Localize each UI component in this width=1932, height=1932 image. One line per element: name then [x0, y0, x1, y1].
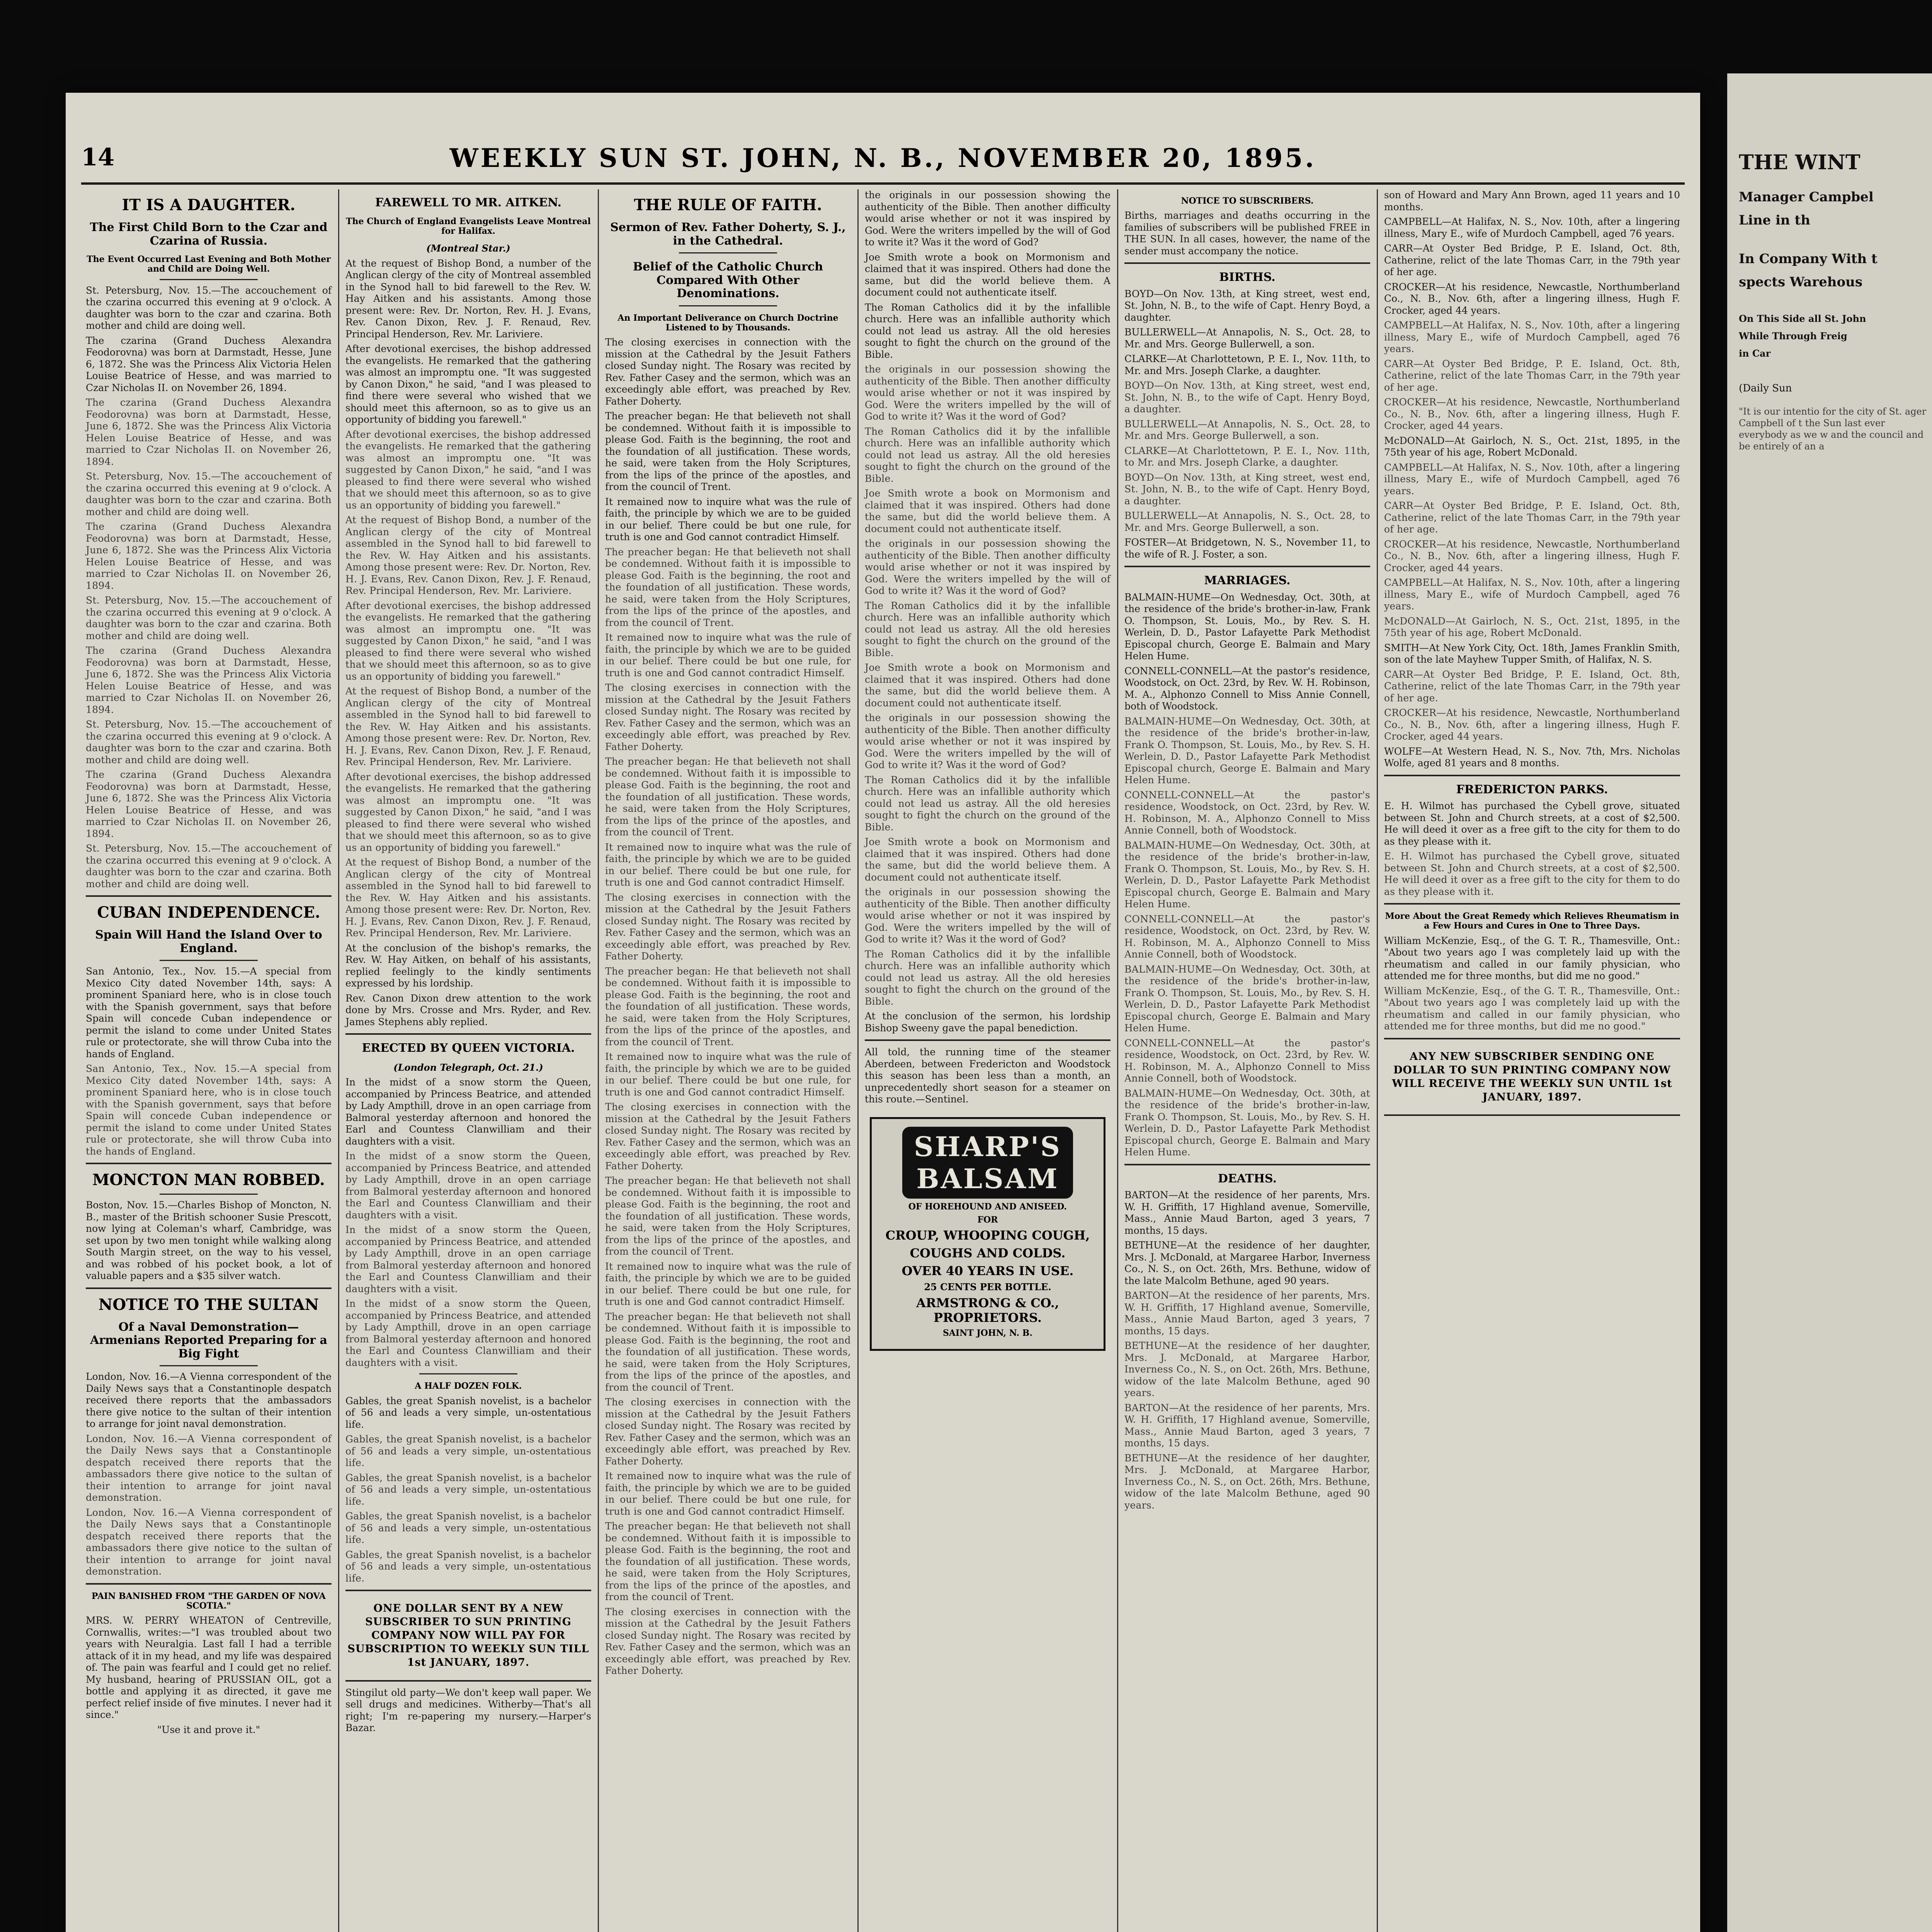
article-text: E. H. Wilmot has purchased the Cybell grove, situated between St. John and Church streets, at a cost of $2,500. He will deed it over as a free gift to the city for them to do as they please with it. — [1384, 850, 1680, 897]
notice-entry: BARTON—At the residence of her parents, Mrs. W. H. Griffith, 17 Highland avenue, Somerville, Mass., Annie Maud Barton, aged 3 years, 7 months, 15 days. — [1124, 1290, 1370, 1337]
divider — [345, 1033, 591, 1035]
notice-entry: BULLERWELL—At Annapolis, N. S., Oct. 28, to Mr. and Mrs. George Bullerwell, a son. — [1124, 510, 1370, 533]
article-text: Births, marriages and deaths occurring in the families of subscribers will be published FREE in THE SUN. In all cases, however, the name of the sender must accompany the notice. — [1124, 210, 1370, 257]
ad-line: COUGHS AND COLDS. — [910, 1245, 1066, 1260]
article-text: William McKenzie, Esq., of the G. T. R., Thamesville, Ont.: "About two years ago I was completely laid up with the rheumatism and called in our family physician, who attended me for three months, but did me no good." — [1384, 985, 1680, 1032]
edge-headline: THE WINT — [1739, 151, 1861, 174]
article-text: Boston, Nov. 15.—Charles Bishop of Moncton, N. B., master of the British schooner Susie Prescott, now lying at Coleman's wharf, Cambridge, was set upon by two men tonight while walking along South Margin street, on the way to his vessel, and was robbed of his pocket book, a lot of valuable papers and a $35 silver watch. — [86, 1199, 332, 1282]
column-separator — [857, 189, 859, 1932]
article-text: E. H. Wilmot has purchased the Cybell grove, situated between St. John and Church streets, at a cost of $2,500. He will deed it over as a free gift to the city for them to do as they please with it. — [1384, 800, 1680, 847]
divider — [86, 1163, 332, 1164]
headline-remedy: More About the Great Remedy which Relieves Rheumatism in a Few Hours and Cures in One to Three Days. — [1385, 911, 1679, 931]
headline-queen: ERECTED BY QUEEN VICTORIA. — [362, 1041, 575, 1055]
article-text: "Use it and prove it." — [157, 1724, 260, 1735]
notice-entry: BOYD—On Nov. 13th, at King street, west end, St. John, N. B., to the wife of Capt. Henry Boyd, a daughter. — [1124, 471, 1370, 507]
article-text: Stingilut old party—We don't keep wall paper. We sell drugs and medicines. Witherby—That's all right; I'm re-papering my nursery.—Harper's Bazar. — [345, 1687, 591, 1734]
article-text: The czarina (Grand Duchess Alexandra Feodorovna) was born at Darmstadt, Hesse, June 6, 1872. She was the Princess Alix Victoria Helen Louise Beatrice of Hesse, and was married to Czar Nicholas II. on November 26, 1894. — [86, 769, 332, 839]
article-text: The preacher began: He that believeth not shall be condemned. Without faith it is impossible to please God. Faith is the beginning, the root and the foundation of all justification. These words, he said, were taken from the Holy Scriptures, from the lips of the prince of the apostles, and from the council of Trent. — [605, 965, 851, 1048]
divider — [160, 960, 258, 961]
notice-entry: CAMPBELL—At Halifax, N. S., Nov. 10th, after a lingering illness, Mary E., wife of Murdoch Campbell, aged 76 years. — [1384, 461, 1680, 497]
headline-moncton: MONCTON MAN ROBBED. — [92, 1171, 325, 1189]
notice-entry: SMITH—At New York City, Oct. 18th, James Franklin Smith, son of the late Mayhew Tupper Smith, of Halifax, N. S. — [1384, 642, 1680, 665]
divider — [86, 895, 332, 897]
notice-entry: CAMPBELL—At Halifax, N. S., Nov. 10th, after a lingering illness, Mary E., wife of Murdoch Campbell, aged 76 years. — [1384, 320, 1680, 354]
article-text: The preacher began: He that believeth not shall be condemned. Without faith it is impossible to please God. Faith is the beginning, the root and the foundation of all justification. These words, he said, were taken from the Holy Scriptures, from the lips of the prince of the apostles, and from the council of Trent. — [605, 1175, 851, 1257]
subscription-notice: ONE DOLLAR SENT BY A NEW SUBSCRIBER TO SUN PRINTING COMPANY NOW WILL PAY FOR SUBSCRIPTION TO WEEKLY SUN TILL 1st JANUARY, 1897. — [347, 1602, 589, 1669]
headline-faith: THE RULE OF FAITH. — [634, 196, 822, 214]
notice-entry: BALMAIN-HUME—On Wednesday, Oct. 30th, at the residence of the bride's brother-in-law, Frank O. Thompson, St. Louis, Mo., by Rev. S. H. Werlein, D. D., Pastor Lafayette Park Methodist Episcopal church, George E. Balmain and Mary Helen Hume. — [1124, 591, 1370, 662]
article-text: The Roman Catholics did it by the infallible church. Here was an infallible authority which could not lead us astray. All the old heresies sought to fight the church on the ground of the Bible. — [865, 600, 1111, 658]
article-text: In the midst of a snow storm the Queen, accompanied by Princess Beatrice, and attended by Lady Ampthill, drove in an open carriage from Balmoral yesterday afternoon and honored the Earl and Countess Clanwilliam and their daughters with a visit. — [345, 1077, 591, 1147]
notice-entry: CONNELL-CONNELL—At the pastor's residence, Woodstock, on Oct. 23rd, by Rev. W. H. Robinson, M. A., Alphonzo Connell to Miss Annie Connell, both of Woodstock. — [1124, 665, 1370, 712]
article-text: London, Nov. 16.—A Vienna correspondent of the Daily News says that a Constantinople despatch received there reports that the ambassadors there give notice to the sultan of their intention to arrange for joint naval demonstration. — [86, 1433, 332, 1503]
column-4 — [860, 189, 1115, 1932]
newspaper-title: WEEKLY SUN ST. JOHN, N. B., NOVEMBER 20, 1895. — [449, 143, 1316, 173]
article-text: In the midst of a snow storm the Queen, accompanied by Princess Beatrice, and attended by Lady Ampthill, drove in an open carriage from Balmoral yesterday afternoon and honored the Earl and Countess Clanwilliam and their daughters with a visit. — [345, 1150, 591, 1221]
notice-entry: BARTON—At the residence of her parents, Mrs. W. H. Griffith, 17 Highland avenue, Somerville, Mass., Annie Maud Barton, aged 3 years, 7 months, 15 days. — [1124, 1189, 1370, 1236]
article-text: Rev. Canon Dixon drew attention to the work done by Mrs. Crosse and Mrs. Ryder, and Rev. James Stephens ably replied. — [345, 992, 591, 1027]
notice-entry: CONNELL-CONNELL—At the pastor's residence, Woodstock, on Oct. 23rd, by Rev. W. H. Robinson, M. A., Alphonzo Connell to Miss Annie Connell, both of Woodstock. — [1124, 1037, 1370, 1084]
article-text: In the midst of a snow storm the Queen, accompanied by Princess Beatrice, and attended by Lady Ampthill, drove in an open carriage from Balmoral yesterday afternoon and honored the Earl and Countess Clanwilliam and their daughters with a visit. — [345, 1224, 591, 1294]
article-text: MRS. W. PERRY WHEATON of Centreville, Cornwallis, writes:—"I was troubled about two years with Neuralgia. Last fall I had a terrible attack of it in my head, and my life was despaired of. The pain was fearful and I could get no relief. My husband, hearing of PRUSSIAN OIL, got a bottle and applying it as directed, it gave me perfect relief inside of five minutes. I never had it since." — [86, 1615, 332, 1721]
edge-deck: On This Side all St. John — [1739, 313, 1866, 324]
divider — [345, 1680, 591, 1682]
notice-entry: CAMPBELL—At Halifax, N. S., Nov. 10th, after a lingering illness, Mary E., wife of Murdoch Campbell, aged 76 years. — [1384, 577, 1680, 612]
subhead-cuban: Spain Will Hand the Island Over to England. — [95, 928, 322, 955]
article-text: London, Nov. 16.—A Vienna correspondent of the Daily News says that a Constantinople despatch received there reports that the ambassadors there give notice to the sultan of their intention to arrange for joint naval demonstration. — [86, 1507, 332, 1577]
ad-line: OVER 40 YEARS IN USE. — [901, 1263, 1074, 1278]
edge-text: "It is our intentio for the city of St. ager Campbell of t the Sun last ever everybody as we w and the council and be entirely of an a — [1739, 406, 1927, 452]
notice-entry: BALMAIN-HUME—On Wednesday, Oct. 30th, at the residence of the bride's brother-in-law, Frank O. Thompson, St. Louis, Mo., by Rev. S. H. Werlein, D. D., Pastor Lafayette Park Methodist Episcopal church, George E. Balmain and Mary Helen Hume. — [1124, 1087, 1370, 1158]
divider — [679, 252, 777, 253]
subhead-farewell: The Church of England Evangelists Leave Montreal for Halifax. — [346, 216, 591, 236]
article-text: The closing exercises in connection with the mission at the Cathedral by the Jesuit Fathers closed Sunday night. The Rosary was recited by Rev. Father Casey and the sermon, which was an exceedingly able effort, was preached by Rev. Father Doherty. — [605, 337, 851, 407]
divider — [1384, 1038, 1680, 1039]
divider — [160, 279, 258, 280]
column-separator — [1377, 189, 1378, 1932]
notice-entry: CLARKE—At Charlottetown, P. E. I., Nov. 11th, to Mr. and Mrs. Joseph Clarke, a daughter. — [1124, 353, 1370, 376]
deck2-faith: An Important Deliverance on Church Doctrine Listened to by Thousands. — [617, 313, 838, 333]
article-text: After devotional exercises, the bishop addressed the evangelists. He remarked that the gathering was almost an impromptu one. "It was suggested by Canon Dixon," he said, "and I was pleased to find there were several who wished that we should meet this afternoon, so as to give us an opportunity of bidding you farewell." — [345, 600, 591, 682]
notice-entry: WOLFE—At Western Head, N. S., Nov. 7th, Mrs. Nicholas Wolfe, aged 81 years and 8 months. — [1384, 745, 1680, 769]
divider — [419, 1373, 517, 1374]
article-text: All told, the running time of the steamer Aberdeen, between Fredericton and Woodstock this season has been less than a month, an unprecedentedly short season for a steamer on this route.—Sentinel. — [865, 1046, 1111, 1105]
column-separator — [338, 189, 339, 1932]
ad-location: SAINT JOHN, N. B. — [942, 1328, 1033, 1338]
article-text: Gables, the great Spanish novelist, is a bachelor of 56 and leads a very simple, un-ostentatious life. — [345, 1472, 591, 1507]
article-text: The closing exercises in connection with the mission at the Cathedral by the Jesuit Fathers closed Sunday night. The Rosary was recited by Rev. Father Casey and the sermon, which was an exceedingly able effort, was preached by Rev. Father Doherty. — [605, 1396, 851, 1467]
headline-cuban: CUBAN INDEPENDENCE. — [97, 903, 320, 922]
notice-entry: BOYD—On Nov. 13th, at King street, west end, St. John, N. B., to the wife of Capt. Henry Boyd, a daughter. — [1124, 380, 1370, 415]
divider — [86, 1287, 332, 1289]
article-text: London, Nov. 16.—A Vienna correspondent of the Daily News says that a Constantinople despatch received there reports that the ambassadors there give notice to the sultan of their intention to arrange for joint naval demonstration. — [86, 1371, 332, 1430]
ad-brand — [902, 1127, 1073, 1199]
divider — [160, 1365, 258, 1366]
divider — [86, 1583, 332, 1585]
article-text: At the request of Bishop Bond, a number of the Anglican clergy of the city of Montreal assembled in the Synod hall to bid farewell to the Rev. W. Hay Aitken and his assistants. Among those present were: Rev. Dr. Norton, Rev. H. J. Evans, Rev. Canon Dixon, Rev. J. F. Renaud, Rev. Principal Henderson, Rev. Mr. Lariviere. — [345, 857, 592, 939]
subscription-notice: ANY NEW SUBSCRIBER SENDING ONE DOLLAR TO SUN PRINTING COMPANY NOW WILL RECEIVE THE WEEKLY SUN UNTIL 1st JANUARY, 1897. — [1392, 1050, 1672, 1103]
article-text: the originals in our possession showing the authenticity of the Bible. Then another difficulty would arise whether or not it was inspired by God. Were the writers impelled by the will of God to write it? Was it the word of God? — [865, 538, 1111, 596]
article-text: The Roman Catholics did it by the infallible church. Here was an infallible authority which could not lead us astray. All the old heresies sought to fight the church on the ground of the Bible. — [865, 948, 1111, 1007]
notice-entry: McDONALD—At Gairloch, N. S., Oct. 21st, 1895, in the 75th year of his age, Robert McDonald. — [1384, 615, 1680, 638]
divider — [1384, 775, 1680, 776]
article-text: The closing exercises in connection with the mission at the Cathedral by the Jesuit Fathers closed Sunday night. The Rosary was recited by Rev. Father Casey and the sermon, which was an exceedingly able effort, was preached by Rev. Father Doherty. — [605, 1606, 851, 1677]
article-text: It remained now to inquire what was the rule of faith, the principle by which we are to be guided in our belief. There could be but one rule, for truth is one and God cannot contradict Himself. — [605, 632, 851, 679]
divider — [1384, 1114, 1680, 1116]
article-text: The preacher began: He that believeth not shall be condemned. Without faith it is impossible to please God. Faith is the beginning, the root and the foundation of all justification. These words, he said, were taken from the Holy Scriptures, from the lips of the prince of the apostles, and from the council of Trent. — [605, 1311, 851, 1393]
ad-line: CROUP, WHOOPING COUGH, — [885, 1228, 1090, 1243]
article-text: Joe Smith wrote a book on Mormonism and claimed that it was inspired. Others had done the same, but did the world believe them. A document could not authenticate itself. — [865, 251, 1111, 298]
article-text: At the conclusion of the bishop's remarks, the Rev. W. Hay Aitken, on behalf of his assistants, replied feelingly to the kindly sentiments expressed by his lordship. — [345, 942, 591, 989]
article-text: Gables, the great Spanish novelist, is a bachelor of 56 and leads a very simple, un-ostentatious life. — [345, 1510, 591, 1546]
notice-entry: BETHUNE—At the residence of her daughter, Mrs. J. McDonald, at Margaree Harbor, Inverness Co., N. S., on Oct. 26th, Mrs. Bethune, widow of the late Malcolm Bethune, aged 90 years. — [1124, 1452, 1370, 1511]
ad-brand-bottom: BALSAM — [916, 1162, 1059, 1195]
article-text: At the conclusion of the sermon, his lordship Bishop Sweeny gave the papal benediction. — [865, 1010, 1111, 1034]
edge-subhead: Manager Campbel — [1739, 189, 1874, 205]
article-text: It remained now to inquire what was the rule of faith, the principle by which we are to be guided in our belief. There could be but one rule, for truth is one and God cannot contradict Himself. — [605, 1260, 851, 1308]
headline-pain: PAIN BANISHED FROM "THE GARDEN OF NOVA SCOTIA." — [92, 1591, 326, 1611]
subhead-faith: Sermon of Rev. Father Doherty, S. J., in the Cathedral. — [610, 221, 846, 248]
article-text: It remained now to inquire what was the rule of faith, the principle by which we are to be guided in our belief. There could be but one rule, for truth is one and God cannot contradict Himself. — [605, 496, 851, 543]
source-farewell: (Montreal Star.) — [426, 243, 510, 254]
edge-deck: in Car — [1739, 348, 1771, 359]
column-2 — [341, 189, 596, 1932]
column-5 — [1120, 189, 1375, 1932]
article-text: The czarina (Grand Duchess Alexandra Feodorovna) was born at Darmstadt, Hesse, June 6, 1872. She was the Princess Alix Victoria Helen Louise Beatrice of Hesse, and was married to Czar Nicholas II. on November 26, 1894. — [86, 335, 332, 393]
divider — [865, 1039, 1111, 1041]
notice-entry: BARTON—At the residence of her parents, Mrs. W. H. Griffith, 17 Highland avenue, Somerville, Mass., Annie Maud Barton, aged 3 years, 7 months, 15 days. — [1124, 1402, 1370, 1449]
notice-entry: BULLERWELL—At Annapolis, N. S., Oct. 28, to Mr. and Mrs. George Bullerwell, a son. — [1124, 327, 1370, 350]
article-text: San Antonio, Tex., Nov. 15.—A special from Mexico City dated November 14th, says: A prominent Spaniard here, who is in close touch with the Spanish government, says that before Spain will concede Cuban independence or permit the island to come under United States rule or protectorate, she will throw Cuba into the hands of England. — [86, 966, 332, 1060]
article-text: The czarina (Grand Duchess Alexandra Feodorovna) was born at Darmstadt, Hesse, June 6, 1872. She was the Princess Alix Victoria Helen Louise Beatrice of Hesse, and was married to Czar Nicholas II. on November 26, 1894. — [86, 397, 332, 467]
article-text: The closing exercises in connection with the mission at the Cathedral by the Jesuit Fathers closed Sunday night. The Rosary was recited by Rev. Father Casey and the sermon, which was an exceedingly able effort, was preached by Rev. Father Doherty. — [605, 682, 851, 752]
divider — [1124, 1164, 1370, 1165]
edge-subhead: Line in th — [1739, 213, 1810, 228]
article-text: The czarina (Grand Duchess Alexandra Feodorovna) was born at Darmstadt, Hesse, June 6, 1872. She was the Princess Alix Victoria Helen Louise Beatrice of Hesse, and was married to Czar Nicholas II. on November 26, 1894. — [86, 521, 332, 591]
column-6 — [1379, 189, 1685, 1932]
notice-entry: BALMAIN-HUME—On Wednesday, Oct. 30th, at the residence of the bride's brother-in-law, Frank O. Thompson, St. Louis, Mo., by Rev. S. H. Werlein, D. D., Pastor Lafayette Park Methodist Episcopal church, George E. Balmain and Mary Helen Hume. — [1124, 963, 1370, 1034]
article-text: The preacher began: He that believeth not shall be condemned. Without faith it is impossible to please God. Faith is the beginning, the root and the foundation of all justification. These words, he said, were taken from the Holy Scriptures, from the lips of the prince of the apostles, and from the council of Trent. — [605, 756, 851, 838]
article-text: St. Petersburg, Nov. 15.—The accouchement of the czarina occurred this evening at 9 o'clock. A daughter was born to the czar and czarina. Both mother and child are doing well. — [86, 843, 332, 889]
notice-entry: BALMAIN-HUME—On Wednesday, Oct. 30th, at the residence of the bride's brother-in-law, Frank O. Thompson, St. Louis, Mo., by Rev. S. H. Werlein, D. D., Pastor Lafayette Park Methodist Episcopal church, George E. Balmain and Mary Helen Hume. — [1124, 715, 1370, 786]
article-text: The closing exercises in connection with the mission at the Cathedral by the Jesuit Fathers closed Sunday night. The Rosary was recited by Rev. Father Casey and the sermon, which was an exceedingly able effort, was preached by Rev. Father Doherty. — [605, 891, 851, 962]
column-separator — [598, 189, 599, 1932]
divider — [1124, 262, 1370, 264]
edge-subhead: In Company With t — [1739, 251, 1878, 267]
headline-daughter: IT IS A DAUGHTER. — [122, 196, 296, 214]
article-text: The Roman Catholics did it by the infallible church. Here was an infallible authority which could not lead us astray. All the old heresies sought to fight the church on the ground of the Bible. — [865, 774, 1111, 833]
article-text: St. Petersburg, Nov. 15.—The accouchement of the czarina occurred this evening at 9 o'clock. A daughter was born to the czar and czarina. Both mother and child are doing well. — [86, 471, 332, 517]
divider — [345, 1590, 591, 1591]
ad-proprietors: ARMSTRONG & CO., PROPRIETORS. — [916, 1295, 1059, 1325]
notice-entry: BALMAIN-HUME—On Wednesday, Oct. 30th, at the residence of the bride's brother-in-law, Frank O. Thompson, St. Louis, Mo., by Rev. S. H. Werlein, D. D., Pastor Lafayette Park Methodist Episcopal church, George E. Balmain and Mary Helen Hume. — [1124, 839, 1370, 910]
notice-entry: CROCKER—At his residence, Newcastle, Northumberland Co., N. B., Nov. 6th, after a lingering illness, Hugh F. Crocker, aged 44 years. — [1384, 396, 1680, 431]
article-text: William McKenzie, Esq., of the G. T. R., Thamesville, Ont.: "About two years ago I was completely laid up with the rheumatism and called in our family physician, who attended me for three months, but did me no good." — [1384, 935, 1680, 982]
notice-entry: BETHUNE—At the residence of her daughter, Mrs. J. McDonald, at Margaree Harbor, Inverness Co., N. S., on Oct. 26th, Mrs. Bethune, widow of the late Malcolm Bethune, aged 90 years. — [1124, 1340, 1370, 1399]
article-text: It remained now to inquire what was the rule of faith, the principle by which we are to be guided in our belief. There could be but one rule, for truth is one and God cannot contradict Himself. — [605, 1470, 851, 1517]
article-text: Gables, the great Spanish novelist, is a bachelor of 56 and leads a very simple, un-ostentatious life. — [345, 1549, 591, 1584]
sharps-balsam-ad — [870, 1117, 1105, 1351]
article-text: The preacher began: He that believeth not shall be condemned. Without faith it is impossible to please God. Faith is the beginning, the root and the foundation of all justification. These words, he said, were taken from the Holy Scriptures, from the lips of the prince of the apostles, and from the council of Trent. — [605, 1520, 851, 1603]
headline-births: BIRTHS. — [1219, 270, 1276, 284]
notice-entry: son of Howard and Mary Ann Brown, aged 11 years and 10 months. — [1384, 189, 1680, 213]
deck-daughter: The Event Occurred Last Evening and Both Mother and Child are Doing Well. — [87, 254, 331, 274]
article-text: At the request of Bishop Bond, a number of the Anglican clergy of the city of Montreal assembled in the Synod hall to bid farewell to the Rev. W. Hay Aitken and his assistants. Among those present were: Rev. Dr. Norton, Rev. H. J. Evans, Rev. Canon Dixon, Rev. J. F. Renaud, Rev. Principal Henderson, Rev. Mr. Lariviere. — [345, 685, 592, 768]
column-3 — [600, 189, 855, 1932]
ad-for: FOR — [977, 1214, 998, 1225]
article-text: After devotional exercises, the bishop addressed the evangelists. He remarked that the gathering was almost an impromptu one. "It was suggested by Canon Dixon," he said, "and I was pleased to find there were several who wished that we should meet this afternoon, so as to give us an opportunity of bidding you farewell." — [345, 771, 591, 853]
article-text: The preacher began: He that believeth not shall be condemned. Without faith it is impossible to please God. Faith is the beginning, the root and the foundation of all justification. These words, he said, were taken from the Holy Scriptures, from the lips of the prince of the apostles, and from the council of Trent. — [605, 546, 851, 628]
divider — [160, 1194, 258, 1195]
article-text: Gables, the great Spanish novelist, is a bachelor of 56 and leads a very simple, un-ostentatious life. — [345, 1395, 591, 1430]
notice-entry: CARR—At Oyster Bed Bridge, P. E. Island, Oct. 8th, Catherine, relict of the late Thomas Carr, in the 79th year of her age. — [1384, 358, 1680, 393]
adjacent-page-edge — [1727, 73, 1932, 1932]
column-1 — [81, 189, 336, 1932]
notice-entry: CAMPBELL—At Halifax, N. S., Nov. 10th, after a lingering illness, Mary E., wife of Murdoch Campbell, aged 76 years. — [1384, 216, 1680, 239]
divider — [1384, 903, 1680, 905]
divider — [679, 305, 777, 306]
article-text: In the midst of a snow storm the Queen, accompanied by Princess Beatrice, and attended by Lady Ampthill, drove in an open carriage from Balmoral yesterday afternoon and honored the Earl and Countess Clanwilliam and their daughters with a visit. — [345, 1298, 591, 1368]
divider — [1124, 566, 1370, 567]
headline-marriages: MARRIAGES. — [1204, 574, 1291, 588]
edge-deck: While Through Freig — [1739, 330, 1847, 342]
column-separator — [1117, 189, 1118, 1932]
notice-entry: CARR—At Oyster Bed Bridge, P. E. Island, Oct. 8th, Catherine, relict of the late Thomas Carr, in the 79th year of her age. — [1384, 500, 1680, 535]
article-text: At the request of Bishop Bond, a number of the Anglican clergy of the city of Montreal assembled in the Synod hall to bid farewell to the Rev. W. Hay Aitken and his assistants. Among those present were: Rev. Dr. Norton, Rev. H. J. Evans, Rev. Canon Dixon, Rev. J. F. Renaud, Rev. Principal Henderson, Rev. Mr. Lariviere. — [345, 257, 591, 340]
headline-sultan: NOTICE TO THE SULTAN — [98, 1295, 319, 1314]
ad-sub: OF HOREHOUND AND ANISEED. — [908, 1201, 1067, 1212]
headline-deaths: DEATHS. — [1218, 1172, 1277, 1185]
notice-entry: CROCKER—At his residence, Newcastle, Northumberland Co., N. B., Nov. 6th, after a lingering illness, Hugh F. Crocker, aged 44 years. — [1384, 538, 1680, 573]
article-text: St. Petersburg, Nov. 15.—The accouchement of the czarina occurred this evening at 9 o'clock. A daughter was born to the czar and czarina. Both mother and child are doing well. — [86, 719, 332, 765]
notice-entry: CONNELL-CONNELL—At the pastor's residence, Woodstock, on Oct. 23rd, by Rev. W. H. Robinson, M. A., Alphonzo Connell to Miss Annie Connell, both of Woodstock. — [1124, 789, 1370, 836]
ad-price: 25 CENTS PER BOTTLE. — [924, 1281, 1051, 1293]
headline-folk: A HALF DOZEN FOLK. — [415, 1381, 522, 1391]
source-queen: (London Telegraph, Oct. 21.) — [393, 1061, 543, 1073]
article-text: St. Petersburg, Nov. 15.—The accouchement of the czarina occurred this evening at 9 o'clock. A daughter was born to the czar and czarina. Both mother and child are doing well. — [86, 284, 332, 332]
notice-entry: FOSTER—At Bridgetown, N. S., November 11, to the wife of R. J. Foster, a son. — [1124, 537, 1370, 560]
article-text: St. Petersburg, Nov. 15.—The accouchement of the czarina occurred this evening at 9 o'clock. A daughter was born to the czar and czarina. Both mother and child are doing well. — [86, 595, 332, 641]
article-text: The preacher began: He that believeth not shall be condemned. Without faith it is impossible to please God. Faith is the beginning, the root and the foundation of all justification. These words, he said, were taken from the Holy Scriptures, from the lips of the prince of the apostles, and from the council of Trent. — [605, 410, 851, 493]
article-text: The czarina (Grand Duchess Alexandra Feodorovna) was born at Darmstadt, Hesse, June 6, 1872. She was the Princess Alix Victoria Helen Louise Beatrice of Hesse, and was married to Czar Nicholas II. on November 26, 1894. — [86, 645, 332, 715]
notice-entry: CROCKER—At his residence, Newcastle, Northumberland Co., N. B., Nov. 6th, after a lingering illness, Hugh F. Crocker, aged 44 years. — [1384, 281, 1680, 316]
notice-entry: CLARKE—At Charlottetown, P. E. I., Nov. 11th, to Mr. and Mrs. Joseph Clarke, a daughter. — [1124, 445, 1370, 468]
article-text: After devotional exercises, the bishop addressed the evangelists. He remarked that the gathering was almost an impromptu one. "It was suggested by Canon Dixon," he said, "and I was pleased to find there were several who wished that we should meet this afternoon, so as to give us an opportunity of bidding you farewell." — [345, 429, 591, 511]
edge-text: (Daily Sun — [1739, 383, 1792, 394]
article-text: the originals in our possession showing the authenticity of the Bible. Then another difficulty would arise whether or not it was inspired by God. Were the writers impelled by the will of God to write it? Was it the word of God? — [865, 364, 1111, 422]
deck-faith: Belief of the Catholic Church Compared With Other Denominations. — [633, 260, 823, 300]
notice-entry: CARR—At Oyster Bed Bridge, P. E. Island, Oct. 8th, Catherine, relict of the late Thomas Carr, in the 79th year of her age. — [1384, 668, 1680, 704]
subhead-daughter: The First Child Born to the Czar and Czarina of Russia. — [90, 221, 328, 248]
article-text: Joe Smith wrote a book on Mormonism and claimed that it was inspired. Others had done the same, but did the world believe them. A document could not authenticate itself. — [865, 488, 1111, 534]
article-text: The closing exercises in connection with the mission at the Cathedral by the Jesuit Fathers closed Sunday night. The Rosary was recited by Rev. Father Casey and the sermon, which was an exceedingly able effort, was preached by Rev. Father Doherty. — [605, 1101, 851, 1172]
article-text: Joe Smith wrote a book on Mormonism and claimed that it was inspired. Others had done the same, but did the world believe them. A document could not authenticate itself. — [865, 836, 1111, 883]
edge-subhead: spects Warehous — [1739, 274, 1862, 290]
notice-entry: CROCKER—At his residence, Newcastle, Northumberland Co., N. B., Nov. 6th, after a lingering illness, Hugh F. Crocker, aged 44 years. — [1384, 707, 1680, 742]
notice-entry: McDONALD—At Gairloch, N. S., Oct. 21st, 1895, in the 75th year of his age, Robert McDonald. — [1384, 435, 1680, 458]
masthead — [81, 143, 1685, 178]
notice-entry: CARR—At Oyster Bed Bridge, P. E. Island, Oct. 8th, Catherine, relict of the late Thomas Carr, in the 79th year of her age. — [1384, 243, 1680, 277]
ad-brand-top: SHARP'S — [914, 1130, 1061, 1163]
headline-parks: FREDERICTON PARKS. — [1456, 782, 1608, 796]
article-text: the originals in our possession showing the authenticity of the Bible. Then another difficulty would arise whether or not it was inspired by God. Were the writers impelled by the will of God to write it? Was it the word of God? — [865, 886, 1111, 945]
notice-entry: CONNELL-CONNELL—At the pastor's residence, Woodstock, on Oct. 23rd, by Rev. W. H. Robinson, M. A., Alphonzo Connell to Miss Annie Connell, both of Woodstock. — [1124, 913, 1370, 960]
notice-entry: BOYD—On Nov. 13th, at King street, west end, St. John, N. B., to the wife of Capt. Henry Boyd, a daughter. — [1124, 288, 1370, 323]
page-number: 14 — [81, 143, 115, 171]
article-text: the originals in our possession showing the authenticity of the Bible. Then another difficulty would arise whether or not it was inspired by God. Were the writers impelled by the will of God to write it? Was it the word of God? — [865, 712, 1111, 770]
subhead-sultan: Of a Naval Demonstration—Armenians Reported Preparing for a Big Fight — [90, 1320, 327, 1361]
article-text: The Roman Catholics did it by the infallible church. Here was an infallible authority which could not lead us astray. All the old heresies sought to fight the church on the ground of the Bible. — [865, 301, 1111, 360]
notice-entry: BULLERWELL—At Annapolis, N. S., Oct. 28, to Mr. and Mrs. George Bullerwell, a son. — [1124, 418, 1370, 442]
article-text: At the request of Bishop Bond, a number of the Anglican clergy of the city of Montreal assembled in the Synod hall to bid farewell to the Rev. W. Hay Aitken and his assistants. Among those present were: Rev. Dr. Norton, Rev. H. J. Evans, Rev. Canon Dixon, Rev. J. F. Renaud, Rev. Principal Henderson, Rev. Mr. Lariviere. — [345, 514, 592, 597]
article-text: It remained now to inquire what was the rule of faith, the principle by which we are to be guided in our belief. There could be but one rule, for truth is one and God cannot contradict Himself. — [605, 841, 851, 888]
article-text: After devotional exercises, the bishop addressed the evangelists. He remarked that the gathering was almost an impromptu one. "It was suggested by Canon Dixon," he said, "and I was pleased to find there were several who wished that we should meet this afternoon, so as to give us an opportunity of bidding you farewell." — [345, 343, 591, 425]
notice-entry: BETHUNE—At the residence of her daughter, Mrs. J. McDonald, at Margaree Harbor, Inverness Co., N. S., on Oct. 26th, Mrs. Bethune, widow of the late Malcolm Bethune, aged 90 years. — [1124, 1240, 1370, 1286]
newspaper-page — [66, 93, 1700, 1932]
article-text: It remained now to inquire what was the rule of faith, the principle by which we are to be guided in our belief. There could be but one rule, for truth is one and God cannot contradict Himself. — [605, 1051, 851, 1098]
article-text: The Roman Catholics did it by the infallible church. Here was an infallible authority which could not lead us astray. All the old heresies sought to fight the church on the ground of the Bible. — [865, 425, 1111, 484]
headline-farewell: FAREWELL TO MR. AITKEN. — [375, 196, 562, 209]
article-text: Gables, the great Spanish novelist, is a bachelor of 56 and leads a very simple, un-ostentatious life. — [345, 1434, 591, 1469]
article-text: the originals in our possession showing the authenticity of the Bible. Then another difficulty would arise whether or not it was inspired by God. Were the writers impelled by the will of God to write it? Was it the word of God? — [865, 189, 1111, 248]
headline-subscribers: NOTICE TO SUBSCRIBERS. — [1181, 196, 1314, 206]
masthead-rule — [81, 182, 1685, 185]
article-text: San Antonio, Tex., Nov. 15.—A special from Mexico City dated November 14th, says: A prominent Spaniard here, who is in close touch with the Spanish government, says that before Spain will concede Cuban independence or permit the island to come under United States rule or protectorate, she will throw Cuba into the hands of England. — [86, 1063, 332, 1157]
article-text: Joe Smith wrote a book on Mormonism and claimed that it was inspired. Others had done the same, but did the world believe them. A document could not authenticate itself. — [865, 662, 1111, 709]
